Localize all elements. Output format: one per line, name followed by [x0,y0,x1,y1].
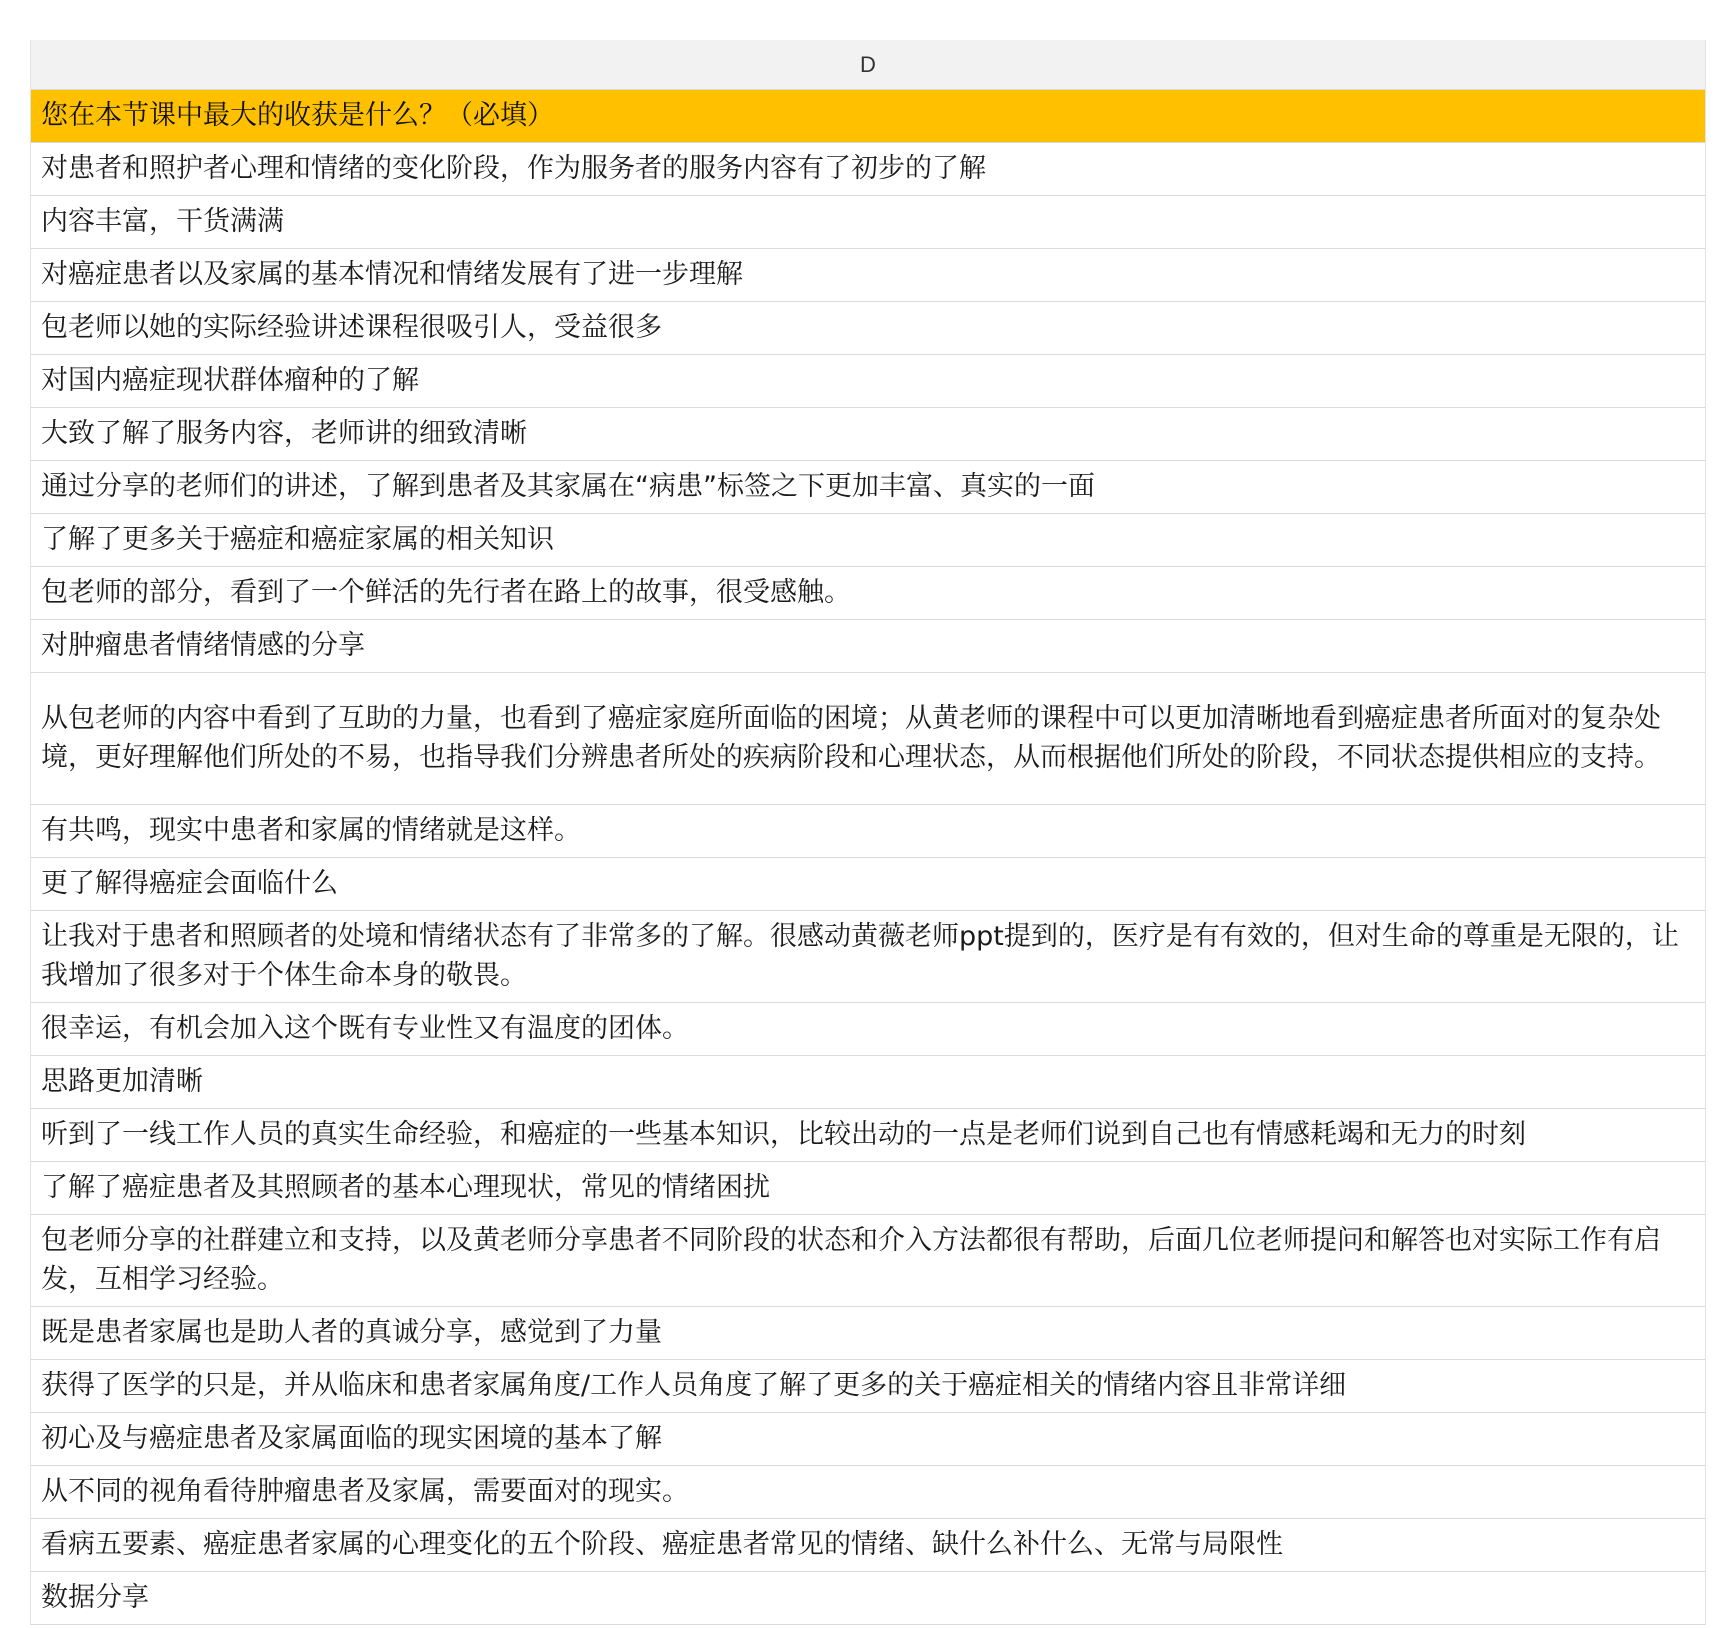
cell-text: 了解了癌症患者及其照顾者的基本心理现状，常见的情绪困扰 [41,1171,770,1203]
header-cell[interactable] [31,90,1705,143]
table-row[interactable] [31,567,1705,620]
cell-text: 思路更加清晰 [41,1065,203,1097]
data-rows [31,143,1705,1625]
cell-text: 包老师的部分，看到了一个鲜活的先行者在路上的故事，很受感触。 [41,576,851,608]
cell-text: 更了解得癌症会面临什么 [41,867,338,899]
cell-text: 包老师以她的实际经验讲述课程很吸引人，受益很多 [41,311,662,343]
table-row[interactable] [31,1215,1705,1307]
table-row[interactable] [31,196,1705,249]
cell-text: 有共鸣，现实中患者和家属的情绪就是这样。 [41,814,581,846]
cell-text: 对国内癌症现状群体瘤种的了解 [41,364,419,396]
table-row[interactable] [31,1519,1705,1572]
cell-text: 既是患者家属也是助人者的真诚分享，感觉到了力量 [41,1316,662,1348]
spreadsheet-column-d [30,40,1706,1625]
cell-text: 内容丰富，干货满满 [41,205,284,237]
cell-text: 对患者和照护者心理和情绪的变化阶段，作为服务者的服务内容有了初步的了解 [41,152,986,184]
cell-text: 从不同的视角看待肿瘤患者及家属，需要面对的现实。 [41,1475,689,1507]
table-row[interactable] [31,1003,1705,1056]
column-header-d[interactable]: D [31,40,1705,90]
table-row[interactable] [31,302,1705,355]
table-row[interactable] [31,1307,1705,1360]
table-row[interactable] [31,1413,1705,1466]
table-row[interactable] [31,805,1705,858]
header-cell-text: 您在本节课中最大的收获是什么？（必填） [41,99,554,131]
cell-text: 通过分享的老师们的讲述，了解到患者及其家属在“病患”标签之下更加丰富、真实的一面 [41,470,1095,502]
table-row[interactable] [31,514,1705,567]
cell-text: 让我对于患者和照顾者的处境和情绪状态有了非常多的了解。很感动黄薇老师ppt提到的，医疗是有有效的，但对生命的尊重是无限的，让我增加了很多对于个体生命本身的敬畏。 [41,921,1679,991]
table-row[interactable] [31,673,1705,805]
cell-text: 很幸运，有机会加入这个既有专业性又有温度的团体。 [41,1012,689,1044]
table-row[interactable] [31,461,1705,514]
table-row[interactable] [31,858,1705,911]
table-row[interactable] [31,620,1705,673]
table-row[interactable] [31,1056,1705,1109]
cell-text: 获得了医学的只是，并从临床和患者家属角度/工作人员角度了解了更多的关于癌症相关的情绪内容且非常详细 [41,1369,1347,1401]
cell-text: 对癌症患者以及家属的基本情况和情绪发展有了进一步理解 [41,258,743,290]
cell-text: 对肿瘤患者情绪情感的分享 [41,629,365,661]
table-row[interactable] [31,1572,1705,1625]
table-row[interactable] [31,1466,1705,1519]
table-row[interactable] [31,408,1705,461]
table-row[interactable] [31,143,1705,196]
table-row[interactable] [31,355,1705,408]
table-row[interactable] [31,1109,1705,1162]
table-row[interactable] [31,1360,1705,1413]
cell-text: 初心及与癌症患者及家属面临的现实困境的基本了解 [41,1422,662,1454]
cell-text: 大致了解了服务内容，老师讲的细致清晰 [41,417,527,449]
table-row[interactable] [31,1162,1705,1215]
cell-text: 数据分享 [41,1581,149,1613]
cell-text: 看病五要素、癌症患者家属的心理变化的五个阶段、癌症患者常见的情绪、缺什么补什么、无常与局限性 [41,1528,1283,1560]
table-row[interactable] [31,249,1705,302]
cell-text: 听到了一线工作人员的真实生命经验，和癌症的一些基本知识，比较出动的一点是老师们说到自己也有情感耗竭和无力的时刻 [41,1118,1526,1150]
table-row[interactable] [31,911,1705,1003]
cell-text: 包老师分享的社群建立和支持，以及黄老师分享患者不同阶段的状态和介入方法都很有帮助，后面几位老师提问和解答也对实际工作有启发，互相学习经验。 [41,1225,1661,1295]
cell-text: 了解了更多关于癌症和癌症家属的相关知识 [41,523,554,555]
cell-text: 从包老师的内容中看到了互助的力量，也看到了癌症家庭所面临的困境；从黄老师的课程中可以更加清晰地看到癌症患者所面对的复杂处境，更好理解他们所处的不易，也指导我们分辨患者所处的疾病阶段和心理状态，从而根据他们所处的阶段，不同状态提供相应的支持。 [41,703,1661,773]
